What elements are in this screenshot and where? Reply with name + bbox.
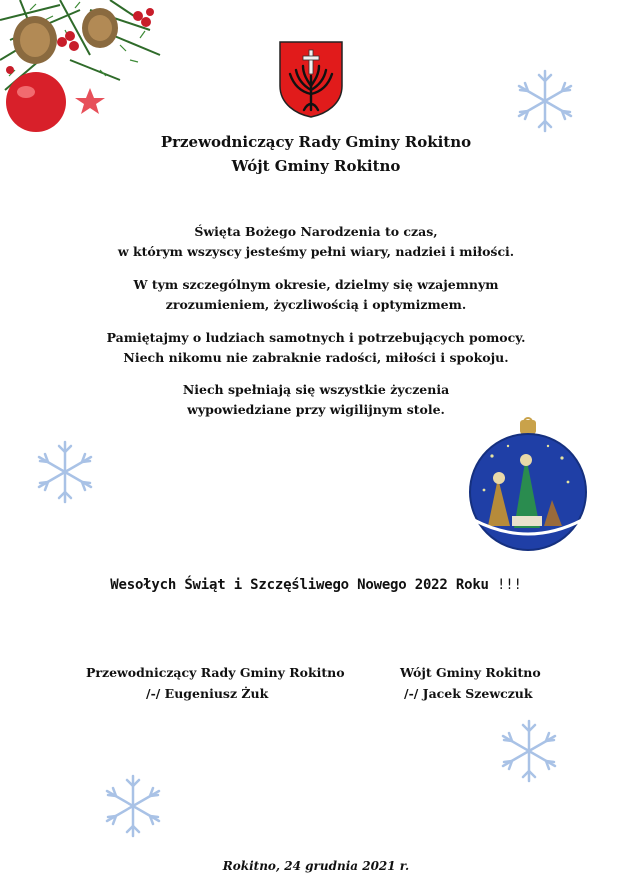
wish-exclamation: !!! — [497, 577, 522, 593]
paragraph-2 — [0, 275, 632, 315]
paragraph-line: zrozumieniem, życzliwością i optymizmem. — [165, 297, 467, 312]
signature-mayor — [400, 662, 560, 704]
christmas-bauble-icon — [468, 416, 588, 556]
wish-text: Wesołych Świąt i Szczęśliwego Nowego 2022 Roku — [110, 577, 489, 593]
snowflake-icon — [98, 771, 168, 841]
signature-role: Wójt Gminy Rokitno — [400, 665, 541, 680]
paragraph-line: w którym wszyscy jesteśmy pełni wiary, nadziei i miłości. — [117, 244, 515, 259]
signature-name: /-/ Jacek Szewczuk — [404, 686, 533, 701]
paragraph-4 — [0, 380, 632, 420]
paragraph-1 — [0, 222, 632, 262]
new-year-wish — [0, 577, 632, 593]
paragraph-line: Święta Bożego Narodzenia to czas, — [194, 224, 438, 239]
snowflake-icon — [30, 437, 100, 507]
snowflake-icon — [510, 66, 580, 136]
coat-of-arms-icon — [278, 40, 344, 118]
signature-chairman — [86, 662, 346, 704]
paragraph-line: Pamiętajmy o ludziach samotnych i potrzebujących pomocy. — [106, 330, 526, 345]
paragraph-line: W tym szczególnym okresie, dzielmy się wzajemnym — [133, 277, 499, 292]
header-line-chairman: Przewodniczący Rady Gminy Rokitno — [160, 133, 472, 151]
header-block — [0, 130, 632, 178]
signature-name: /-/ Eugeniusz Żuk — [146, 686, 269, 701]
signature-role: Przewodniczący Rady Gminy Rokitno — [86, 665, 345, 680]
christmas-decoration-icon — [0, 0, 175, 135]
paragraph-line: Niech spełniają się wszystkie życzenia — [182, 382, 450, 397]
footer-date: Rokitno, 24 grudnia 2021 r. — [222, 859, 410, 873]
paragraph-line: Niech nikomu nie zabraknie radości, miłości i spokoju. — [123, 350, 509, 365]
paragraph-line: wypowiedziane przy wigilijnym stole. — [187, 402, 445, 417]
snowflake-icon — [494, 716, 564, 786]
paragraph-3 — [0, 328, 632, 368]
header-line-mayor: Wójt Gminy Rokitno — [231, 157, 401, 175]
